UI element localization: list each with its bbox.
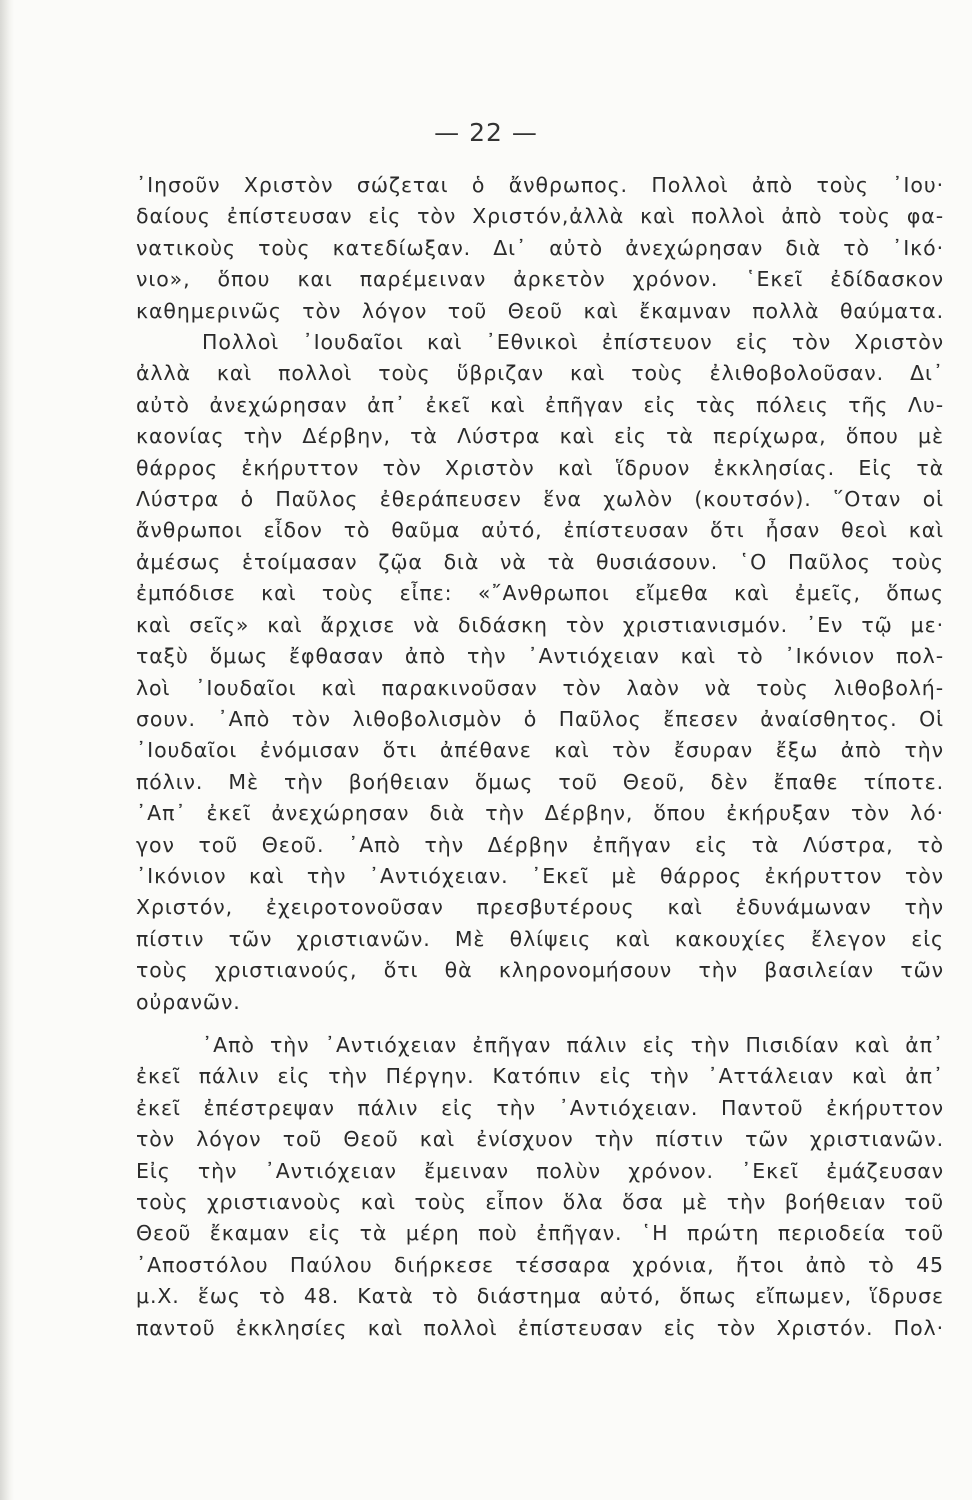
text-line: θάρρος ἐκήρυττον τὸν Χριστὸν καὶ ἵδρυον ἐκκλησίας. Εἰς τὰ	[136, 455, 944, 480]
text-line: λοὶ ᾿Ιουδαῖοι καὶ παρακινοῦσαν τὸν λαὸν νὰ τοὺς λιθοβολή-	[136, 675, 944, 700]
text-line: τοὺς χριστιανοὺς καὶ τοὺς εἶπον ὅλα ὅσα μὲ τὴν βοήθειαν τοῦ	[136, 1190, 944, 1214]
text-line: Λύστρα ὁ Παῦλος ἐθεράπευσεν ἕνα χωλὸν (κουτσόν). ῞Οταν οἱ	[136, 487, 944, 512]
text-line: ἄνθρωποι εἶδον τὸ θαῦμα αὐτό, ἐπίστευσαν ὅτι ἦσαν θεοὶ καὶ	[136, 518, 944, 543]
text-line: ᾿Απ᾿ ἐκεῖ ἀνεχώρησαν διὰ τὴν Δέρβην, ὅπου ἐκήρυξαν τὸν λό·	[136, 801, 944, 826]
text-line: ἐκεῖ ἐπέστρεψαν πάλιν εἰς τὴν ᾿Αντιόχειαν. Παντοῦ ἐκήρυττον	[136, 1095, 944, 1120]
text-line: ἀλλὰ καὶ πολλοὶ τοὺς ὕβριζαν καὶ τοὺς ἐλιθοβολοῦσαν. Δι᾿	[136, 361, 944, 386]
text-line: ᾿Απὸ τὴν ᾿Αντιόχειαν ἐπῆγαν πάλιν εἰς τὴν Πισιδίαν καὶ ἀπ᾿	[202, 1032, 944, 1057]
text-line: αὐτὸ ἀνεχώρησαν ἀπ᾿ ἐκεῖ καὶ ἐπῆγαν εἰς τὰς πόλεις τῆς Λυ-	[136, 392, 944, 417]
text-line: οὐρανῶν.	[136, 989, 241, 1014]
paragraph	[136, 1030, 944, 1344]
text-line: ἀμέσως ἑτοίμασαν ζῷα διὰ νὰ τὰ θυσιάσουν. ῾Ο Παῦλος τοὺς	[136, 549, 944, 574]
page-number: — 22 —	[434, 118, 538, 147]
text-line: ἐκεῖ πάλιν εἰς τὴν Πέργην. Κατόπιν εἰς τὴν ᾿Αττάλειαν καὶ ἀπ᾿	[136, 1064, 944, 1089]
text-line: παντοῦ ἐκκλησίες καὶ πολλοὶ ἐπίστευσαν εἰς τὸν Χριστόν. Πολ·	[136, 1315, 944, 1340]
text-line: δαίους ἐπίστευσαν εἰς τὸν Χριστόν,ἀλλὰ καὶ πολλοὶ ἀπὸ τοὺς φα-	[136, 204, 944, 229]
text-line: Πολλοὶ ᾿Ιουδαῖοι καὶ ᾿Εθνικοὶ ἐπίστευον εἰς τὸν Χριστὸν	[202, 330, 944, 355]
text-line: ᾿Ιουδαῖοι ἐνόμισαν ὅτι ἀπέθανε καὶ τὸν ἔσυραν ἔξω ἀπὸ τὴν	[136, 738, 944, 763]
text-line: Εἰς τὴν ᾿Αντιόχειαν ἔμειναν πολὺν χρόνον. ᾿Εκεῖ ἐμάζευσαν	[136, 1158, 944, 1183]
paragraph	[136, 170, 944, 327]
text-line: Χριστόν, ἐχειροτονοῦσαν πρεσβυτέρους καὶ ἐδυνάμωναν τὴν	[136, 895, 944, 920]
text-line: πίστιν τῶν χριστιανῶν. Μὲ θλίψεις καὶ κακουχίες ἔλεγον εἰς	[136, 926, 944, 951]
text-line: νιο», ὅπου και παρέμειναν ἀρκετὸν χρόνον. ῾Εκεῖ ἐδίδασκον	[136, 267, 944, 292]
text-line: μ.Χ. ἕως τὸ 48. Κατὰ τὸ διάστημα αὐτό, ὅπως εἴπωμεν, ἵδρυσε	[136, 1284, 944, 1309]
page-edge-shadow	[0, 0, 14, 1500]
text-line: νατικοὺς τοὺς κατεδίωξαν. Δι᾿ αὐτὸ ἀνεχώρησαν διὰ τὸ ᾿Ικό·	[136, 235, 944, 260]
text-line: Θεοῦ ἔκαμαν εἰς τὰ μέρη ποὺ ἐπῆγαν. ῾Η πρώτη περιοδεία τοῦ	[136, 1221, 944, 1246]
text-line: καθημερινῶς τὸν λόγον τοῦ Θεοῦ καὶ ἔκαμναν πολλὰ θαύματα.	[136, 298, 944, 323]
text-line: ᾿Ιησοῦν Χριστὸν σώζεται ὁ ἄνθρωπος. Πολλοὶ ἀπὸ τοὺς ᾿Ιου·	[136, 173, 944, 197]
text-line: πόλιν. Μὲ τὴν βοήθειαν ὅμως τοῦ Θεοῦ, δὲν ἔπαθε τίποτε.	[136, 769, 944, 794]
text-line: σουν. ᾿Απὸ τὸν λιθοβολισμὸν ὁ Παῦλος ἔπεσεν ἀναίσθητος. Οἱ	[136, 706, 944, 731]
text-line: ἐμπόδισε καὶ τοὺς εἶπε: «῎Ανθρωποι εἴμεθα καὶ ἐμεῖς, ὅπως	[136, 581, 944, 606]
text-line: ταξὺ ὅμως ἔφθασαν ἀπὸ τὴν ᾿Αντιόχειαν καὶ τὸ ᾿Ικόνιον πολ-	[136, 644, 944, 669]
text-line: γον τοῦ Θεοῦ. ᾿Απὸ τὴν Δέρβην ἐπῆγαν εἰς τὰ Λύστρα, τὸ	[136, 832, 944, 857]
text-line: τοὺς χριστιανούς, ὅτι θὰ κληρονομήσουν τὴν βασιλείαν τῶν	[136, 958, 944, 983]
text-line: ᾿Ικόνιον καὶ τὴν ᾿Αντιόχειαν. ᾿Εκεῖ μὲ θάρρος ἐκήρυττον τὸν	[136, 863, 944, 888]
paragraph	[136, 327, 944, 1018]
text-line: ᾿Αποστόλου Παύλου διήρκεσε τέσσαρα χρόνια, ἤτοι ἀπὸ τὸ 45	[136, 1252, 944, 1277]
text-line: καὶ σεῖς» καὶ ἄρχισε νὰ διδάσκη τὸν χριστιανισμόν. ᾿Εν τῷ με·	[136, 612, 944, 637]
text-line: καονίας τὴν Δέρβην, τὰ Λύστρα καὶ εἰς τὰ περίχωρα, ὅπου μὲ	[136, 424, 944, 449]
body-text	[136, 170, 944, 1344]
text-line: τὸν λόγον τοῦ Θεοῦ καὶ ἐνίσχυον τὴν πίστιν τῶν χριστιανῶν.	[136, 1127, 944, 1152]
paragraph-gap	[136, 1018, 944, 1030]
